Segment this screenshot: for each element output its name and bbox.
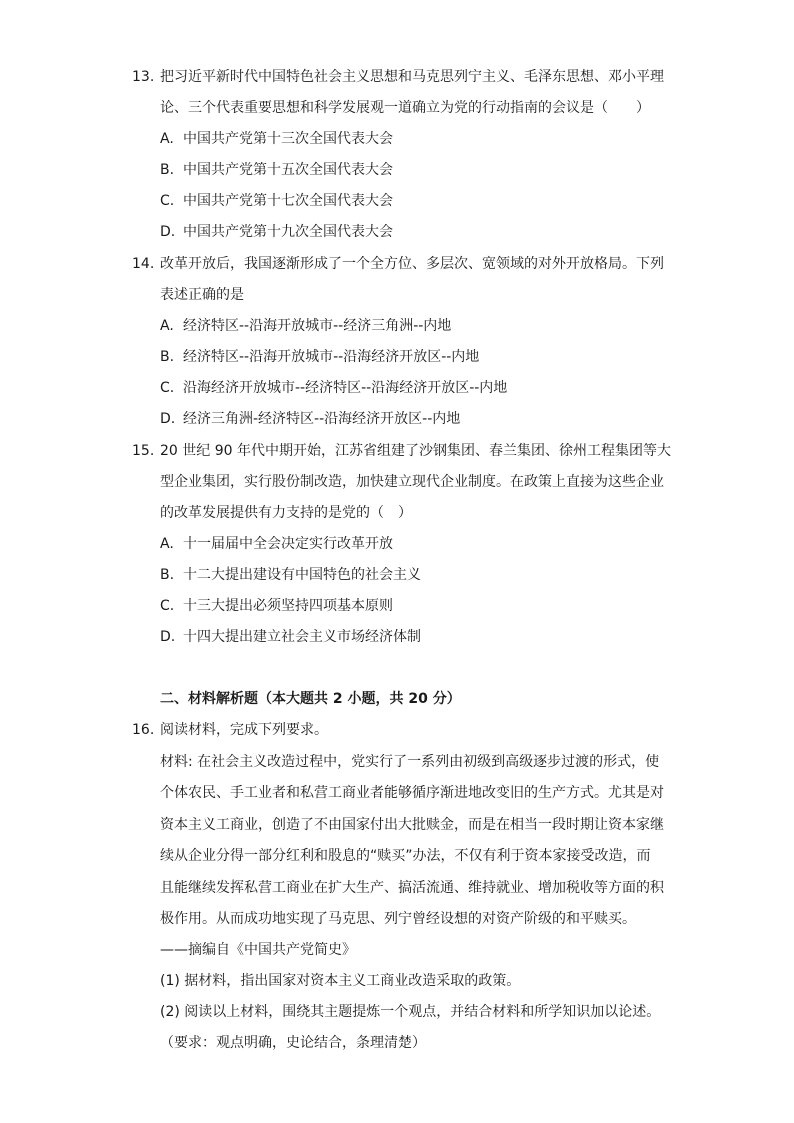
option-text: 十一届届中全会决定实行改革开放 xyxy=(183,536,393,552)
option-letter: A. xyxy=(160,536,174,552)
question-stem-line: 把习近平新时代中国特色社会主义思想和马克思列宁主义、毛泽东思想、邓小平理 xyxy=(160,69,664,85)
option-letter: A. xyxy=(160,318,174,334)
material-line: 资本主义工商业，创造了不由国家付出大批赎金，而是在相当一段时期让资本家继 xyxy=(160,817,664,833)
material-line: 续从企业分得一部分红利和股息的“赎买”办法，不仅有利于资本家接受改造，而 xyxy=(160,848,651,864)
question-intro: 阅读材料，完成下列要求。 xyxy=(160,722,328,738)
question-stem-line: 的改革发展提供有力支持的是党的（ ） xyxy=(160,505,412,521)
option-letter: D. xyxy=(160,224,176,240)
material-source: ——摘编自《中国共产党简史》 xyxy=(160,942,356,958)
material-line: 个体农民、手工业者和私营工商业者能够循序渐进地改变旧的生产方式。尤其是对 xyxy=(160,785,664,801)
option-letter: C. xyxy=(160,598,175,614)
section-heading-text: 二、材料解析题（本大题共 2 小题，共 20 分） xyxy=(160,691,461,707)
option-text: 经济特区--沿海开放城市--沿海经济开放区--内地 xyxy=(183,349,480,365)
task-requirement: （要求：观点明确，史论结合，条理清楚） xyxy=(160,1035,426,1051)
option-letter: C. xyxy=(160,380,175,396)
option-text: 沿海经济开放城市--经济特区--沿海经济开放区--内地 xyxy=(183,380,508,396)
question-stem-line: 改革开放后，我国逐渐形成了一个全方位、多层次、宽领域的对外开放格局。下列 xyxy=(160,256,664,272)
option-text: 十三大提出必须坚持四项基本原则 xyxy=(183,598,393,614)
material-line: 材料: 在社会主义改造过程中，党实行了一系列由初级到高级逐步过渡的形式，使 xyxy=(160,754,660,770)
question-stem-line: 表述正确的是 xyxy=(160,287,244,303)
option-letter: B. xyxy=(160,349,175,365)
question-stem-line: 论、三个代表重要思想和科学发展观一道确立为党的行动指南的会议是（ ） xyxy=(160,100,650,116)
option-text: 中国共产党第十五次全国代表大会 xyxy=(183,162,393,178)
material-line: 且能继续发挥私营工商业在扩大生产、搞活流通、维持就业、增加税收等方面的积 xyxy=(160,880,664,896)
option-letter: C. xyxy=(160,193,175,209)
question-number: 13. xyxy=(132,69,155,85)
option-letter: A. xyxy=(160,131,174,147)
question-number: 15. xyxy=(132,443,155,459)
task-2: (2) 阅读以上材料，围绕其主题提炼一个观点，并结合材料和所学知识加以论述。 xyxy=(160,1004,661,1020)
question-stem-line: 型企业集团，实行股份制改造，加快建立现代企业制度。在政策上直接为这些企业 xyxy=(160,474,664,490)
question-number: 16. xyxy=(132,722,155,738)
option-text: 经济特区--沿海开放城市--经济三角洲--内地 xyxy=(183,318,452,334)
option-letter: D. xyxy=(160,411,176,427)
option-text: 十四大提出建立社会主义市场经济体制 xyxy=(183,629,421,645)
option-text: 中国共产党第十九次全国代表大会 xyxy=(183,224,393,240)
question-number: 14. xyxy=(132,256,155,272)
question-stem-line: 20 世纪 90 年代中期开始，江苏省组建了沙钢集团、春兰集团、徐州工程集团等大 xyxy=(160,443,671,459)
option-letter: D. xyxy=(160,629,176,645)
task-1: (1) 据材料，指出国家对资本主义工商业改造采取的政策。 xyxy=(160,973,521,989)
option-letter: B. xyxy=(160,162,175,178)
option-text: 十二大提出建设有中国特色的社会主义 xyxy=(183,567,421,583)
option-text: 中国共产党第十三次全国代表大会 xyxy=(183,131,393,147)
option-text: 经济三角洲-经济特区--沿海经济开放区--内地 xyxy=(183,411,461,427)
option-letter: B. xyxy=(160,567,175,583)
material-line: 极作用。从而成功地实现了马克思、列宁曾经设想的对资产阶级的和平赎买。 xyxy=(160,911,636,927)
option-text: 中国共产党第十七次全国代表大会 xyxy=(183,193,393,209)
